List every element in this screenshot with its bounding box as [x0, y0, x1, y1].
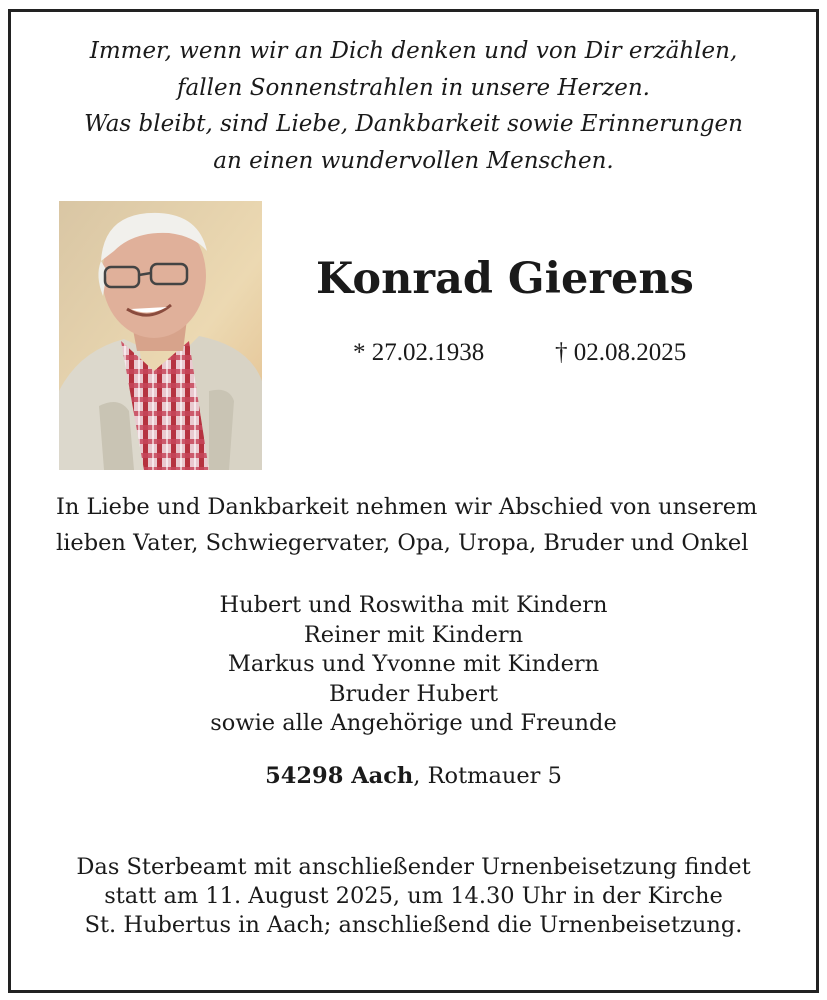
farewell-intro [56, 489, 816, 561]
quote-line: Immer, wenn wir an Dich denken und von Dir erzählen, [89, 38, 738, 64]
portrait-photo-illustration [59, 201, 262, 470]
quote-line: an einen wundervollen Menschen. [213, 147, 614, 174]
portrait-photo [59, 201, 262, 470]
notice-line: statt am 11. August 2025, um 14.30 Uhr in der Kirche [104, 883, 723, 909]
mourner-line: sowie alle Angehörige und Freunde [210, 710, 617, 736]
mourners-list [0, 591, 827, 739]
death-date: † 02.08.2025 [555, 339, 687, 366]
mourner-line: Bruder Hubert [328, 680, 499, 707]
intro-line: lieben Vater, Schwiegervater, Opa, Uropa, Bruder und Onkel [56, 530, 749, 556]
quote-line: fallen Sonnenstrahlen in unsere Herzen. [177, 74, 650, 101]
memorial-quote [0, 33, 827, 179]
address-street: , Rotmauer 5 [413, 763, 562, 789]
mourner-line: Hubert und Roswitha mit Kindern [219, 592, 608, 618]
address-postcode-city: 54298 Aach [265, 763, 414, 789]
birth-date: * 27.02.1938 [353, 339, 485, 366]
intro-line: In Liebe und Dankbarkeit nehmen wir Abschied von unserem [56, 494, 758, 520]
quote-line: Was bleibt, sind Liebe, Dankbarkeit sowie Erinnerungen [84, 111, 743, 137]
notice-line: St. Hubertus in Aach; anschließend die Urnenbeisetzung. [84, 912, 743, 938]
notice-line: Das Sterbeamt mit anschließender Urnenbeisetzung findet [76, 854, 751, 880]
address [0, 763, 827, 789]
service-notice [0, 853, 827, 940]
mourner-line: Markus und Yvonne mit Kindern [227, 651, 600, 677]
deceased-name: Konrad Gierens [316, 254, 694, 304]
mourner-line: Reiner mit Kindern [303, 621, 524, 648]
